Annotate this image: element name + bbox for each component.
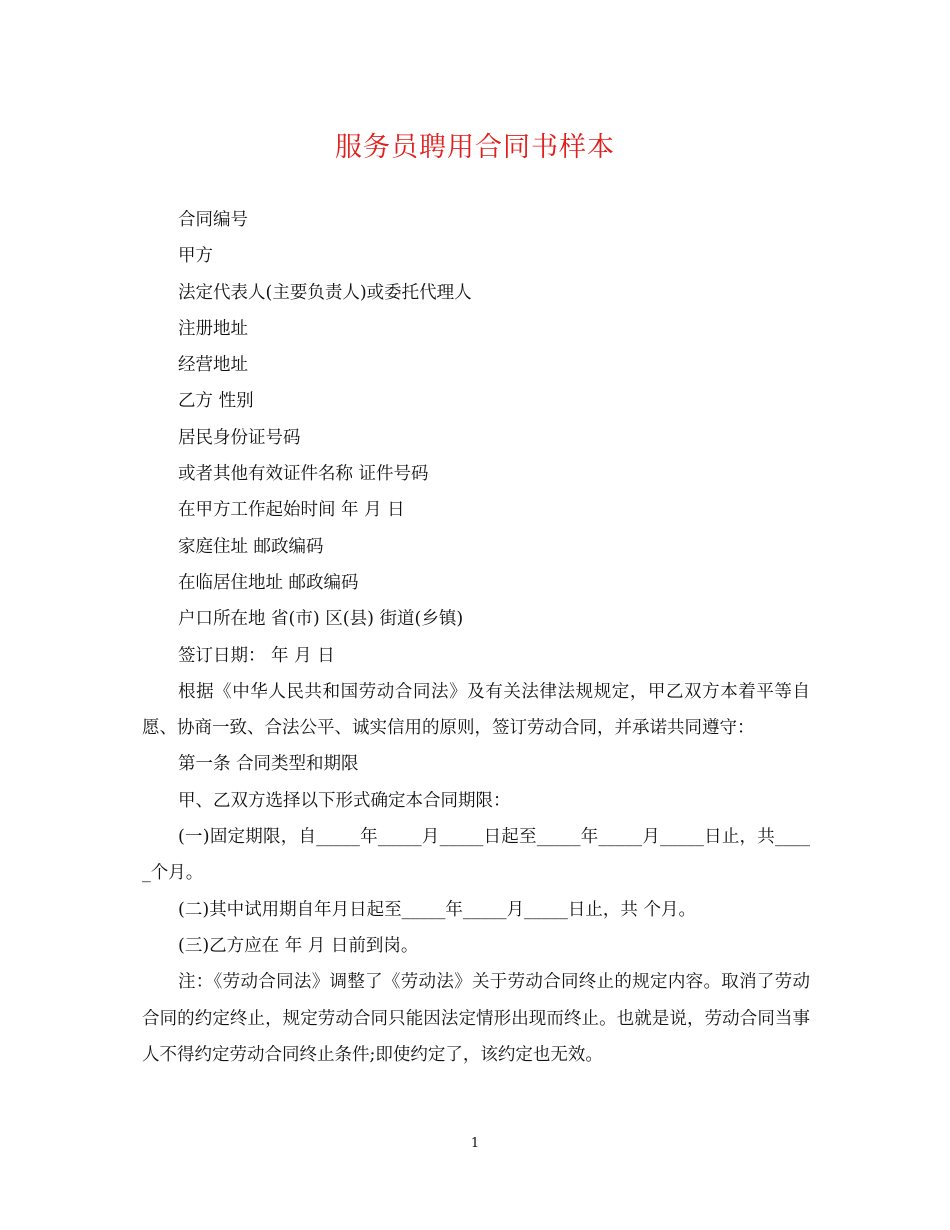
paragraph-legal-basis: 根据《中华人民共和国劳动合同法》及有关法律法规规定，甲乙双方本着平等自愿、协商一致、合法公平、诚实信用的原则，签订劳动合同，并承诺共同遵守： bbox=[142, 681, 810, 739]
paragraph-home-address: 家庭住址 邮政编码 bbox=[178, 536, 324, 557]
paragraph-probation: (二)其中试用期自年月日起至_____年_____月_____日止，共 个月。 bbox=[178, 899, 696, 920]
paragraph-other-id: 或者其他有效证件名称 证件号码 bbox=[178, 464, 429, 485]
paragraph-business-address: 经营地址 bbox=[178, 355, 248, 376]
paragraph-party-b-gender: 乙方 性别 bbox=[178, 391, 254, 412]
paragraph-term-selection: 甲、乙双方选择以下形式确定本合同期限： bbox=[178, 790, 511, 811]
article-1-heading: 第一条 合同类型和期限 bbox=[178, 754, 359, 775]
paragraph-contract-number: 合同编号 bbox=[178, 210, 248, 230]
paragraph-signing-date: 签订日期： 年 月 日 bbox=[178, 645, 335, 666]
document-title: 服务员聘用合同书样本 bbox=[335, 132, 615, 163]
paragraph-note: 注：《劳动合同法》调整了《劳动法》关于劳动合同终止的规定内容。取消了劳动合同的约定终止，规定劳动合同只能因法定情形出现而终止。也就是说，劳动合同当事人不得约定劳动合同终止条件;即使约定了，该约定也无效。 bbox=[142, 972, 810, 1065]
paragraph-start-date: 在甲方工作起始时间 年 月 日 bbox=[178, 500, 405, 521]
document-body bbox=[142, 202, 810, 1073]
paragraph-registered-address: 注册地址 bbox=[178, 318, 248, 339]
paragraph-fixed-term: (一)固定期限，自_____年_____月_____日起至_____年_____月_____日止，共_____个月。 bbox=[142, 827, 810, 884]
page-number: 1 bbox=[470, 1136, 480, 1151]
paragraph-temporary-address: 在临居住地址 邮政编码 bbox=[178, 572, 359, 593]
paragraph-party-a: 甲方 bbox=[178, 246, 213, 267]
paragraph-id-number: 居民身份证号码 bbox=[178, 427, 301, 448]
paragraph-report-date: (三)乙方应在 年 月 日前到岗。 bbox=[178, 935, 419, 956]
paragraph-legal-representative: 法定代表人(主要负责人)或委托代理人 bbox=[178, 282, 472, 303]
paragraph-household-registration: 户口所在地 省(市) 区(县) 街道(乡镇) bbox=[178, 609, 464, 630]
